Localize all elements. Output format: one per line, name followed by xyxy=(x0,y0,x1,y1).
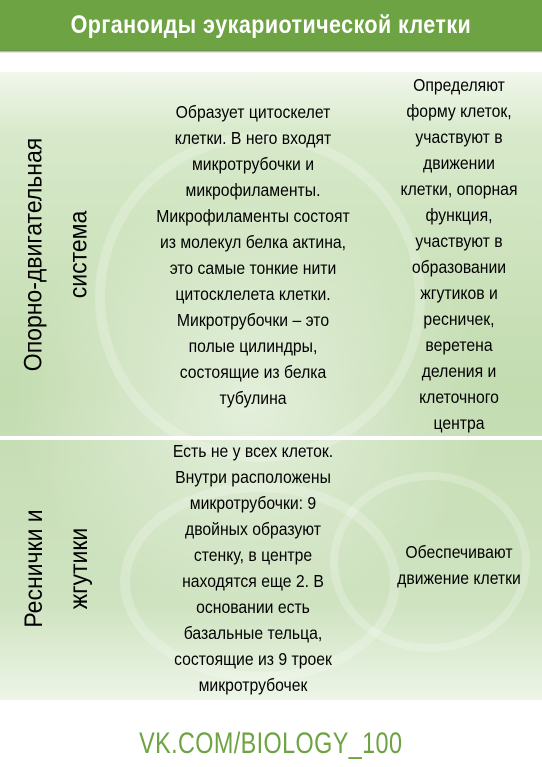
function-line: движении xyxy=(423,153,495,173)
function-line: жгутиков и xyxy=(420,283,498,303)
description-line: микротрубочек xyxy=(198,675,308,695)
description-line: клетки. В него входят xyxy=(174,128,332,148)
description-line: микротрубочки и xyxy=(191,154,315,174)
row-header-line: Опорно-двигательная xyxy=(19,137,48,371)
description-line: основании есть xyxy=(196,597,310,617)
description-line: это самые тонкие нити xyxy=(169,258,337,278)
function-line: участвуют в xyxy=(415,231,503,251)
function-line: ресничек, xyxy=(423,309,495,329)
table-row-cilia-flagella xyxy=(0,436,542,700)
function-line: клеточного xyxy=(419,387,499,407)
row-header-line: Реснички и xyxy=(19,508,48,628)
row-header-cell xyxy=(0,72,112,436)
header-shadow xyxy=(0,50,542,53)
description-line: тубулина xyxy=(219,388,287,408)
description-line: Микрофиламенты состоят xyxy=(156,206,350,226)
description-line: состоящие из белка xyxy=(179,362,327,382)
function-cell xyxy=(376,72,542,436)
description-line: цитосклелета клетки. xyxy=(175,284,331,304)
description-line: двойных образуют xyxy=(185,519,321,539)
description-line: Образует цитоскелет xyxy=(175,102,331,122)
function-line: веретена xyxy=(425,335,493,355)
description-cell xyxy=(122,99,384,411)
function-line: клетки, опорная xyxy=(400,179,518,199)
footer xyxy=(0,720,542,767)
description-line: из молекул белка актина, xyxy=(159,232,347,252)
function-line: Обеспечивают xyxy=(405,542,513,562)
function-line: форму клеток, xyxy=(406,101,512,121)
description-line: Микротрубочки – это xyxy=(176,310,330,330)
row-header-line: жгутики xyxy=(64,527,92,609)
row-header-line: система xyxy=(64,210,92,298)
function-line: деления и xyxy=(421,361,497,381)
row-header-text xyxy=(12,127,101,381)
description-line: базальные тельца, xyxy=(183,623,323,643)
description-line: состоящие из 9 троек xyxy=(174,649,332,669)
description-line: Есть не у всех клеток. xyxy=(172,441,334,461)
function-line: Определяют xyxy=(413,75,505,95)
description-line: Внутри расположены xyxy=(175,467,331,487)
description-line: полые цилиндры, xyxy=(188,336,318,356)
description-line: микротрубочки: 9 xyxy=(189,493,317,513)
function-cell xyxy=(376,539,542,591)
function-line: участвуют в xyxy=(415,127,503,147)
description-line: находятся еще 2. В xyxy=(182,571,324,591)
function-line: центра xyxy=(433,413,485,433)
page-title: Органоиды эукариотической клетки xyxy=(70,10,472,39)
table-row-cytoskeleton xyxy=(0,72,542,436)
description-line: стенку, в центре xyxy=(193,545,313,565)
row-header-text xyxy=(12,504,101,633)
function-line: образовании xyxy=(411,257,507,277)
header-banner xyxy=(0,0,542,50)
function-line: движение клетки xyxy=(397,568,521,588)
description-cell xyxy=(122,438,384,698)
description-line: микрофиламенты. xyxy=(185,180,321,200)
source-link[interactable]: VK.COM/BIOLOGY_100 xyxy=(139,726,403,760)
organelles-table xyxy=(0,72,542,700)
function-line: функция, xyxy=(425,205,493,225)
row-header-cell xyxy=(0,436,112,700)
